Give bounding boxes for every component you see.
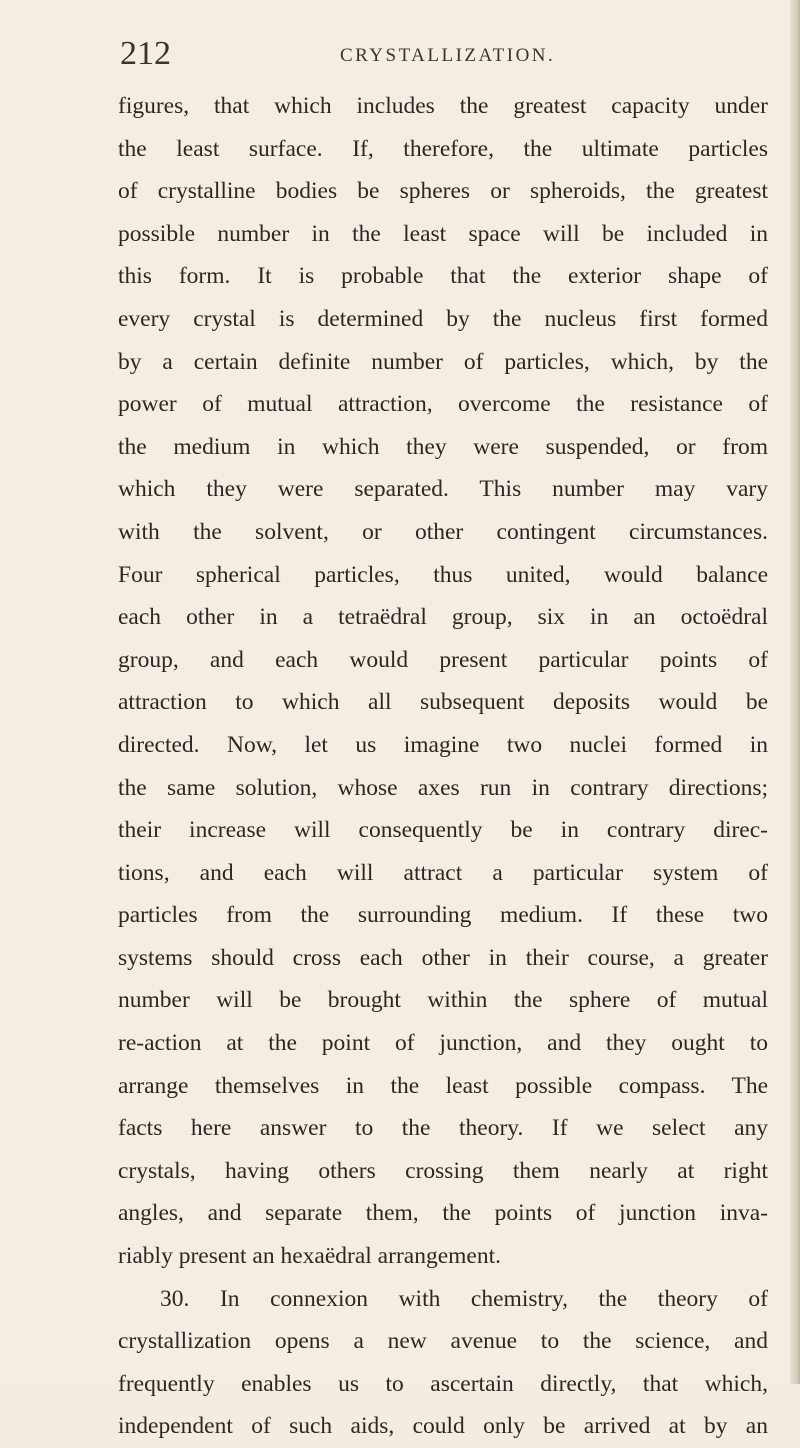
text-line: tions, and each will attract a particular system of: [118, 859, 768, 886]
text-line: figures, that which includes the greatest capacity under: [118, 93, 768, 119]
running-head: CRYSTALLIZATION.: [340, 45, 556, 66]
text-line: the least surface. If, therefore, the ultimate particles: [118, 135, 768, 162]
text-line: power of mutual attraction, overcome the resistance of: [118, 391, 768, 418]
text-line: of crystalline bodies be spheres or spheroids, the greatest: [118, 178, 768, 205]
text-line: this form. It is probable that the exterior shape of: [118, 263, 768, 290]
text-line: frequently enables us to ascertain directly, that which,: [118, 1370, 768, 1397]
text-line: their increase will consequently be in contrary direc-: [118, 817, 768, 844]
text-line: 30. In connexion with chemistry, the theory of: [160, 1285, 768, 1312]
text-line: the same solution, whose axes run in contrary directions;: [118, 774, 768, 801]
text-line: arrange themselves in the least possible compass. The: [118, 1072, 768, 1099]
body-text: [118, 85, 768, 1448]
page-number: 212: [120, 35, 171, 72]
text-line: which they were separated. This number may vary: [118, 476, 768, 503]
page-header: [120, 34, 760, 74]
text-line: re-action at the point of junction, and they ought to: [118, 1030, 768, 1057]
text-line: facts here answer to the theory. If we select any: [118, 1115, 768, 1142]
text-line: crystallization opens a new avenue to the science, and: [118, 1328, 768, 1355]
text-line: independent of such aids, could only be arrived at by an: [118, 1413, 768, 1440]
text-line: Four spherical particles, thus united, would balance: [118, 561, 768, 588]
text-line: possible number in the least space will be included in: [118, 220, 768, 247]
text-line: each other in a tetraëdral group, six in an octoëdral: [118, 604, 768, 631]
text-line: riably present an hexaëdral arrangement.: [118, 1243, 501, 1270]
text-line: angles, and separate them, the points of junction inva-: [118, 1200, 768, 1227]
text-line: particles from the surrounding medium. If these two: [118, 902, 768, 929]
text-line: attraction to which all subsequent deposits would be: [118, 689, 768, 716]
text-line: directed. Now, let us imagine two nuclei formed in: [118, 731, 768, 758]
text-line: number will be brought within the sphere of mutual: [118, 987, 768, 1014]
page-edge: [790, 0, 800, 1384]
text-line: systems should cross each other in their course, a greater: [118, 944, 768, 971]
text-line: the medium in which they were suspended, or from: [118, 433, 768, 460]
text-line: group, and each would present particular points of: [118, 646, 768, 673]
text-line: every crystal is determined by the nucleus first formed: [118, 305, 768, 332]
text-line: with the solvent, or other contingent circumstances.: [118, 518, 768, 545]
text-line: by a certain definite number of particles, which, by the: [118, 348, 768, 375]
text-line: crystals, having others crossing them nearly at right: [118, 1157, 768, 1184]
